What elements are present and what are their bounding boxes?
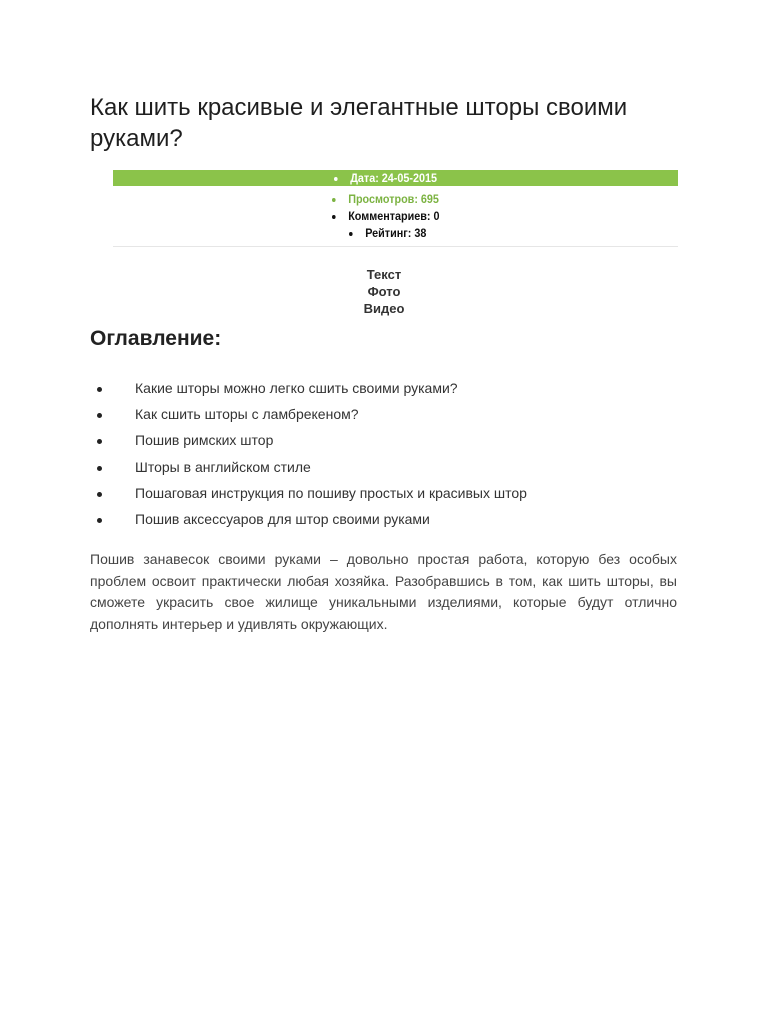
toc-item bbox=[90, 509, 690, 535]
bullet-icon bbox=[97, 466, 102, 471]
meta-comments bbox=[332, 208, 440, 224]
toc-item bbox=[90, 457, 690, 483]
toc-link[interactable]: Какие шторы можно легко сшить своими руками? bbox=[135, 380, 458, 396]
meta-comments-text: Комментариев: 0 bbox=[348, 209, 440, 223]
tab-photo[interactable]: Фото bbox=[367, 284, 401, 299]
bullet-icon bbox=[334, 177, 338, 181]
meta-views bbox=[332, 191, 439, 207]
meta-rating-text: Рейтинг: 38 bbox=[365, 226, 427, 240]
tab-video[interactable]: Видео bbox=[363, 301, 405, 316]
toc-item bbox=[90, 404, 690, 430]
divider bbox=[113, 246, 678, 247]
content-tabs bbox=[334, 266, 434, 317]
toc-item bbox=[90, 483, 690, 509]
toc-link[interactable]: Пошив аксессуаров для штор своими руками bbox=[135, 510, 430, 527]
toc-item bbox=[90, 430, 690, 456]
toc-link[interactable]: Пошаговая инструкция по пошиву простых и красивых штор bbox=[135, 484, 527, 501]
toc-link[interactable]: Как сшить шторы с ламбрекеном? bbox=[135, 406, 359, 423]
bullet-icon bbox=[349, 232, 353, 236]
meta-date-text: Дата: 24-05-2015 bbox=[350, 171, 438, 185]
tab-text[interactable]: Текст bbox=[366, 267, 402, 282]
bullet-icon bbox=[332, 198, 336, 202]
intro-paragraph: Пошив занавесок своими руками – довольно простая работа, которую без особых проблем освоит практически любая хозяйка. Разобравшись в том, как шить шторы, вы сможете украсить свое жилище уникальными изделиями, которые будут отлично дополнять интерьер и удивлять окружающих. bbox=[90, 551, 677, 632]
bullet-icon bbox=[97, 439, 102, 444]
toc-link[interactable]: Пошив римских штор bbox=[135, 432, 274, 449]
bullet-icon bbox=[97, 518, 102, 523]
bullet-icon bbox=[332, 215, 336, 219]
meta-date bbox=[334, 170, 437, 186]
toc-item bbox=[90, 378, 690, 404]
meta-views-text: Просмотров: 695 bbox=[348, 192, 439, 206]
toc-heading: Оглавление: bbox=[90, 327, 222, 350]
bullet-icon bbox=[97, 413, 102, 418]
bullet-icon bbox=[97, 387, 102, 392]
toc-link[interactable]: Шторы в английском стиле bbox=[135, 458, 311, 475]
bullet-icon bbox=[97, 492, 102, 497]
toc-list bbox=[90, 378, 690, 535]
meta-rating bbox=[349, 225, 426, 241]
article-title: Как шить красивые и элегантные шторы своими руками? bbox=[90, 94, 628, 152]
